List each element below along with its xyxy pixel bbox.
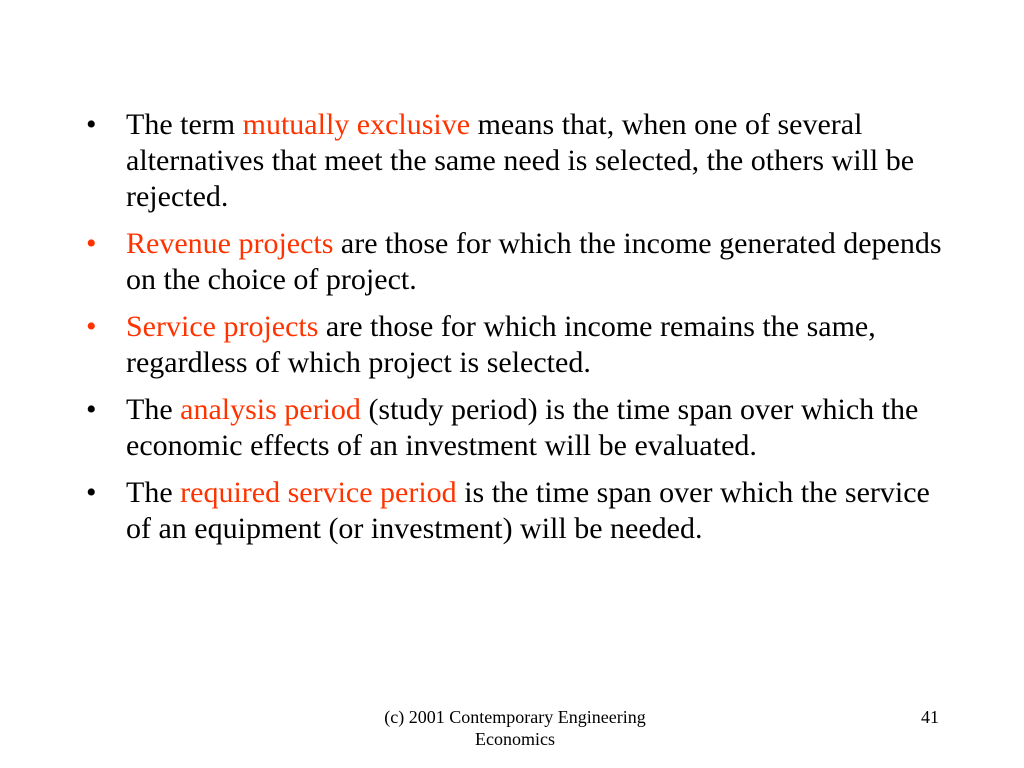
page-number: 41 — [921, 707, 939, 727]
bullet-text-after: is the time span over which the service of an equipment (or investment) will be needed. — [126, 476, 930, 545]
footer-line-2: Economics — [475, 729, 555, 749]
bullet-text-before: The term — [126, 108, 243, 141]
bullet-mutually-exclusive — [80, 107, 950, 215]
bullet-revenue-projects — [80, 226, 950, 298]
bullet-text-after: are those for which the income generated depends on the choice of project. — [126, 227, 942, 296]
bullet-marker: • — [86, 476, 97, 509]
bullet-text-after: means that, when one of several alternatives that meet the same need is selected, the others will be rejected. — [126, 108, 915, 213]
bullet-marker: • — [86, 227, 97, 260]
bullet-list — [80, 107, 950, 558]
bullet-marker: • — [86, 108, 97, 141]
bullet-marker: • — [86, 393, 97, 426]
bullet-text-after: are those for which income remains the same, regardless of which project is selected. — [126, 310, 876, 379]
highlighted-term: required service period — [180, 476, 457, 509]
bullet-text-before: The — [126, 393, 181, 426]
bullet-text-after: (study period) is the time span over which the economic effects of an investment will be evaluated. — [126, 393, 919, 462]
highlighted-term: mutually exclusive — [242, 108, 471, 141]
highlighted-term: Service projects — [126, 310, 319, 343]
bullet-marker: • — [86, 310, 97, 343]
bullet-required-service-period — [80, 475, 950, 547]
highlighted-term: analysis period — [180, 393, 361, 426]
footer-line-1: (c) 2001 Contemporary Engineering — [384, 707, 646, 727]
bullet-analysis-period — [80, 392, 950, 464]
copyright-footer — [330, 706, 700, 750]
bullet-service-projects — [80, 309, 950, 381]
highlighted-term: Revenue projects — [126, 227, 334, 260]
bullet-text-before: The — [126, 476, 181, 509]
